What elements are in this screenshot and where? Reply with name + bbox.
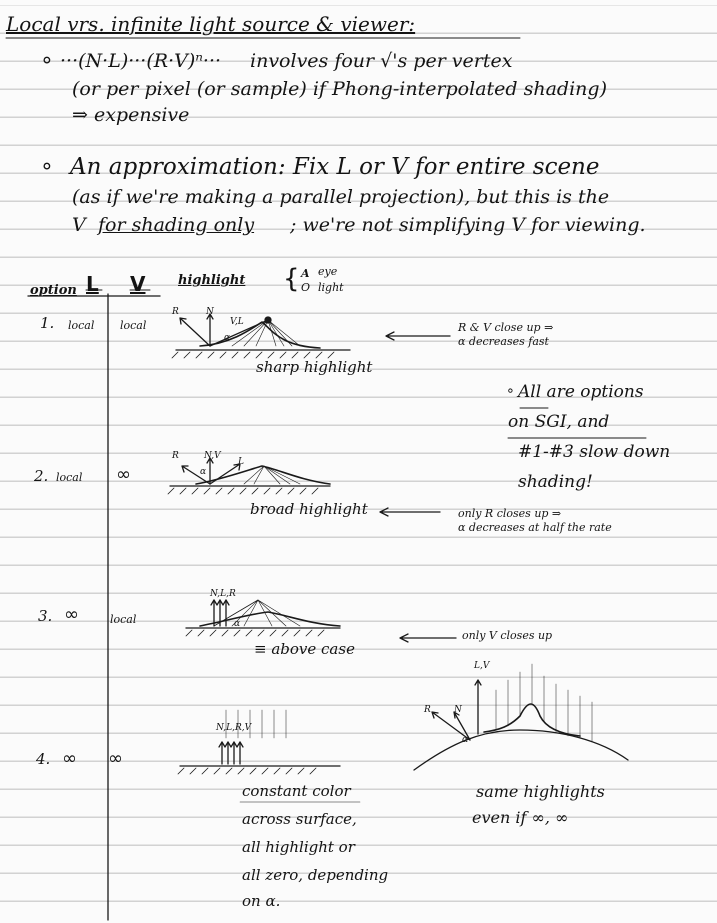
bullet-dot: ∘ [40,154,54,179]
side-note-line2: on SGI, and [508,412,610,432]
bullet1-line1: involves four √'s per vertex [250,50,513,72]
row2-option: 2. [34,467,49,485]
row3-note-line1: only V closes up [462,629,553,642]
row1-L: local [68,319,95,332]
row4-V: ∞ [108,748,123,769]
legend-light: light [318,281,344,294]
extra-caption-2: even if ∞, ∞ [472,808,569,827]
row1-angle: α [224,333,231,343]
side-note-line1: All are options [518,382,644,402]
side-note-underline [508,408,646,438]
row2-arrow [380,508,440,516]
row4-caption-4: all zero, depending [242,866,389,884]
row2-vector-NV: N,V [204,451,221,461]
extra-diagram [414,661,628,770]
row3-arrow [400,634,456,642]
row4-caption-1: constant color [242,782,351,800]
row1-vector-R: R [172,307,179,317]
row2-angle: α [200,467,207,477]
row1-arrow [386,332,450,340]
row1-note-line1: R & V close up ⇒ [458,321,554,334]
row2-note-line2: α decreases at half the rate [458,521,612,534]
bullet2-line3-b: for shading only [98,214,255,236]
bullet1-line3: ⇒ expensive [72,104,190,126]
legend-eye-symbol: A [301,267,310,280]
row1-V: local [120,319,147,332]
bullet2-line3-c: ; we're not simplifying V for viewing. [290,214,646,236]
header-L: L [86,272,99,296]
side-note-bullet: ∘ [506,383,515,399]
bullet1-line2: (or per pixel (or sample) if Phong-interpolated shading) [72,78,607,100]
header-option: option [30,283,77,298]
bullet2-line1: An approximation: Fix L or V for entire scene [70,154,600,180]
extra-label-R: R [424,705,431,715]
row3-option: 3. [38,607,53,625]
row2-L: local [56,471,83,484]
side-note-line4: shading! [518,472,593,492]
row2-note-line1: only R closes up ⇒ [458,507,562,520]
bullet-dot: ∘ [40,48,54,73]
row1-vector-VL: V,L [230,317,244,327]
legend-eye: eye [318,265,338,278]
row2-caption: broad highlight [250,500,368,518]
row3-caption: ≡ above case [254,640,355,658]
row4-option: 4. [36,750,51,768]
formula-text: ···(N·L)···(R·V)ⁿ··· [60,50,222,72]
row1-vector-N: N [206,307,214,317]
row4-caption-5: on α. [242,892,281,910]
row3-diagram [186,600,340,636]
row3-vector-NLR: N,L,R [210,589,236,599]
extra-label-N: N [454,705,462,715]
row4-caption-2: across surface, [242,810,357,828]
row2-vector-R: R [172,451,179,461]
row3-V: local [110,613,137,626]
row1-option: 1. [40,314,55,332]
row2-vector-L: L [238,457,244,467]
bullet2-line3-a: V [72,214,86,236]
row1-caption: sharp highlight [256,358,373,376]
legend-brace: { [283,264,300,294]
bullet2-line2: (as if we're making a parallel projection), but this is the [72,186,610,208]
row4-diagram [178,710,340,774]
row3-angle: α [234,619,241,629]
header-highlight: highlight [178,273,246,288]
row1-diagram [172,314,350,358]
side-note-line3: #1-#3 slow down [518,442,671,462]
extra-label-LV: L,V [474,661,490,671]
extra-label-alpha: α [462,735,469,745]
row1-note-line2: α decreases fast [458,335,549,348]
row4-caption-3: all highlight or [242,838,355,856]
row4-vector-NLRV: N,L,R,V [216,723,252,733]
legend-light-symbol: O [301,281,311,294]
row2-V: ∞ [116,464,131,485]
header-V: V [130,272,146,296]
row2-diagram [168,458,330,494]
page-title: Local vrs. infinite light source & viewer: [6,12,416,36]
row4-L: ∞ [62,748,77,769]
row3-L: ∞ [64,604,79,625]
extra-caption-1: same highlights [476,782,605,801]
